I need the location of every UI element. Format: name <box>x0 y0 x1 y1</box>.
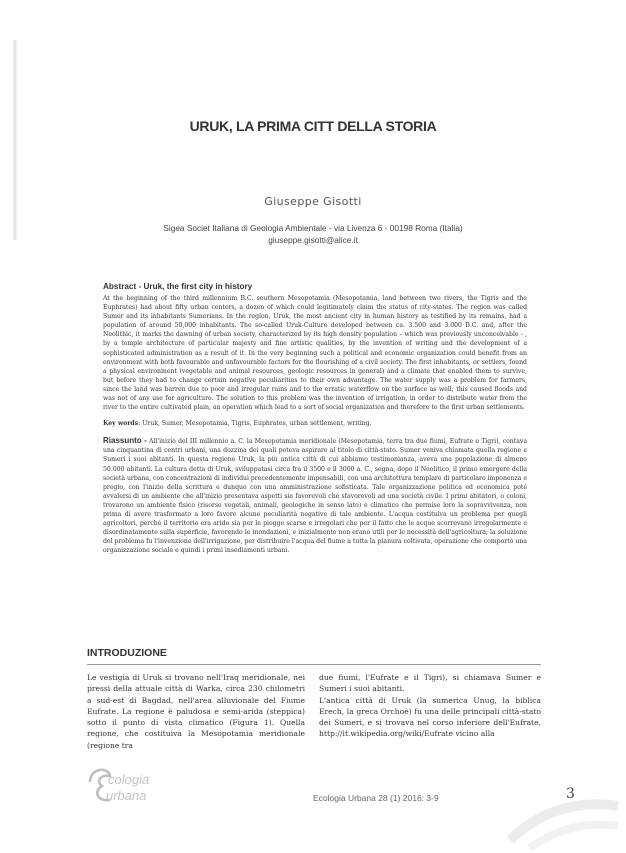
affiliation-line: Sigea Societ Italiana di Geologia Ambientale - via Livenza 6 - 00198 Roma (Italia) <box>163 223 463 233</box>
section-divider <box>87 664 541 665</box>
body-paragraph: due fiumi, l'Eufrate e il Tigri), si chiamava Sumer e Sumeri i suoi abitanti. <box>319 673 541 694</box>
abstract-heading: Abstract - Uruk, the first city in history <box>103 282 253 291</box>
keywords-label: Key words <box>103 420 139 428</box>
journal-citation: Ecologia Urbana 28 (1) 2016: 3-9 <box>313 793 439 803</box>
author-email: giuseppe.gisotti@alice.it <box>268 235 358 245</box>
logo-text-line2: urbana <box>106 788 147 803</box>
logo-text-line1: cologia <box>108 772 150 787</box>
page-number: 3 <box>566 786 575 802</box>
riassunto-text: All'inizio del III millennio a. C. la Mesopotamia meridionale (Mesopotamia, terra tra due fiumi, Eufrate e Tigri), contava una cinquantina di centri urbani, una dozzina dei quali poteva aspirare al titolo di città-stato. Sumer veniva chiamata quella regione e Sumeri i suoi abitanti. In questa regione Uruk, la più antica città di cui abbiamo testimonianza, aveva una popolazione di almeno 50.000 abitanti. La cultura detta di Uruk, sviluppatasi circa fra il 3500 e il 3000 a. C., segna, dopo il Neolitico, il primo emergere della società urbana, con concentrazioni di individui precedentemente impensabili, con una architettura templare di particolare imponenza e pregio, con l'inizio della scrittura e dunque con una amministrazione sofisticata. Tale organizzazione politica ed economica poté avvalersi di un ambiente che all'inizio presentava aspetti sia favorevoli che sfavorevoli ad una società civile. I primi abitatori, o coloni, trovarono un ambiente fisico (risorse vegetali, animali, geologiche in senso lato) e climatico che permise loro la sopravvivenza, non prima di avere trasformato a loro favore alcune peculiarità negative di tale ambiente. L'acqua costituiva un problema per quegli agricoltori, perché il territorio era arido sia per le piogge scarse e irregolari che per il fatto che le acque scorrevano irregolarmente e disordinatamente sulla superficie, favorendo le inondazioni, e inizialmente non erano utili per le necessità dell'agricoltura; la soluzione del problema fu l'invenzione dell'irrigazione, per distribuire l'acqua del fiume a tutta la pianura coltivata, operazione che comportò una organizzazione sociale e quindi i primi insediamenti urbani. <box>103 438 528 555</box>
introduction-heading: INTRODUZIONE <box>87 647 167 659</box>
keywords-list: : Uruk, Sumer, Mesopotamia, Tigris, Euphrates, urban settlement, writing. <box>138 420 372 428</box>
abstract-text: At the beginning of the third millennium B.C. southern Mesopotamia (Mesopotamia, land between two rivers, the Tigris and the Euphrates) had about fifty urban centers, a dozen of which could legitimately claim the status of city-states. The region was called Sumer and its inhabitants Sumerians. In the region, Uruk, the most ancient city in human history as testified by its remains, had a population of around 50,000 inhabitants. The so-called Uruk-Culture developed between ca. 3.500 and 3.000 B.C. and, after the Neolithic, it marks the dawning of urban society, characterized by its high density population – which was previously unconceivable - , by a temple architecture of particular majesty and fine artistic qualities, by the invention of writing and the development of a sophisticated administration as a result of it. In the very beginning such a political and economic organization could benefit from an environment with both favourable and unfavourable factors for the flourishing of a civil society. The first inhabitants, or settlers, found a physical environment (vegetable and animal resources, geologic resources in general) and a climate that enabled them to survive, but before they had to change certain negative peculiarities to their own advantage. The water supply was a problem for farmers, since the land was barren due to poor and irregular rains and to the erratic waterflow on the surface as well; this caused floods and was not of any use for agriculture. The solution to this problem was the invention of irrigation, in order to distribute water from the river to the entire cultivated plain, an operation which lead to a sort of social organization and therefore to the first urban settlements. <box>103 295 527 412</box>
author-name: Giuseppe Gisotti <box>264 195 362 208</box>
side-decoration-icon <box>8 40 22 240</box>
keywords <box>103 419 527 428</box>
body-paragraph: Le vestigia di Uruk si trovano nell'Iraq meridionale, nei pressi della attuale città di Warka, circa 230 chilometri a sud-est di Bagdad, nell'area alluvionale del Fiume Eufrate. La regione è paludosa e semi-arida (steppica) sotto il punto di vista climatico (Figura 1). Quella regione, che costituiva la Mesopotamia meridionale (regione tra <box>87 673 305 750</box>
ecologia-urbana-logo <box>86 760 176 810</box>
footer-swoosh-icon <box>500 770 620 850</box>
body-paragraph: L'antica città di Uruk (la sumerica Unug, la biblica Erech, la greca Orchoè) fu una delle principali città-stato dei Sumeri, e si trovava nel corso inferiore dell'Eufrate, http://it.wikipedia.org/wiki/Eufrate vicino alla <box>319 695 541 739</box>
body-column-left <box>87 672 305 751</box>
body-column-right <box>319 672 541 740</box>
page-title: URUK, LA PRIMA CITT DELLA STORIA <box>189 118 437 134</box>
riassunto <box>103 436 527 555</box>
abstract-block <box>103 282 527 555</box>
riassunto-label: Riassunto - <box>103 436 147 446</box>
affiliation <box>0 222 626 246</box>
